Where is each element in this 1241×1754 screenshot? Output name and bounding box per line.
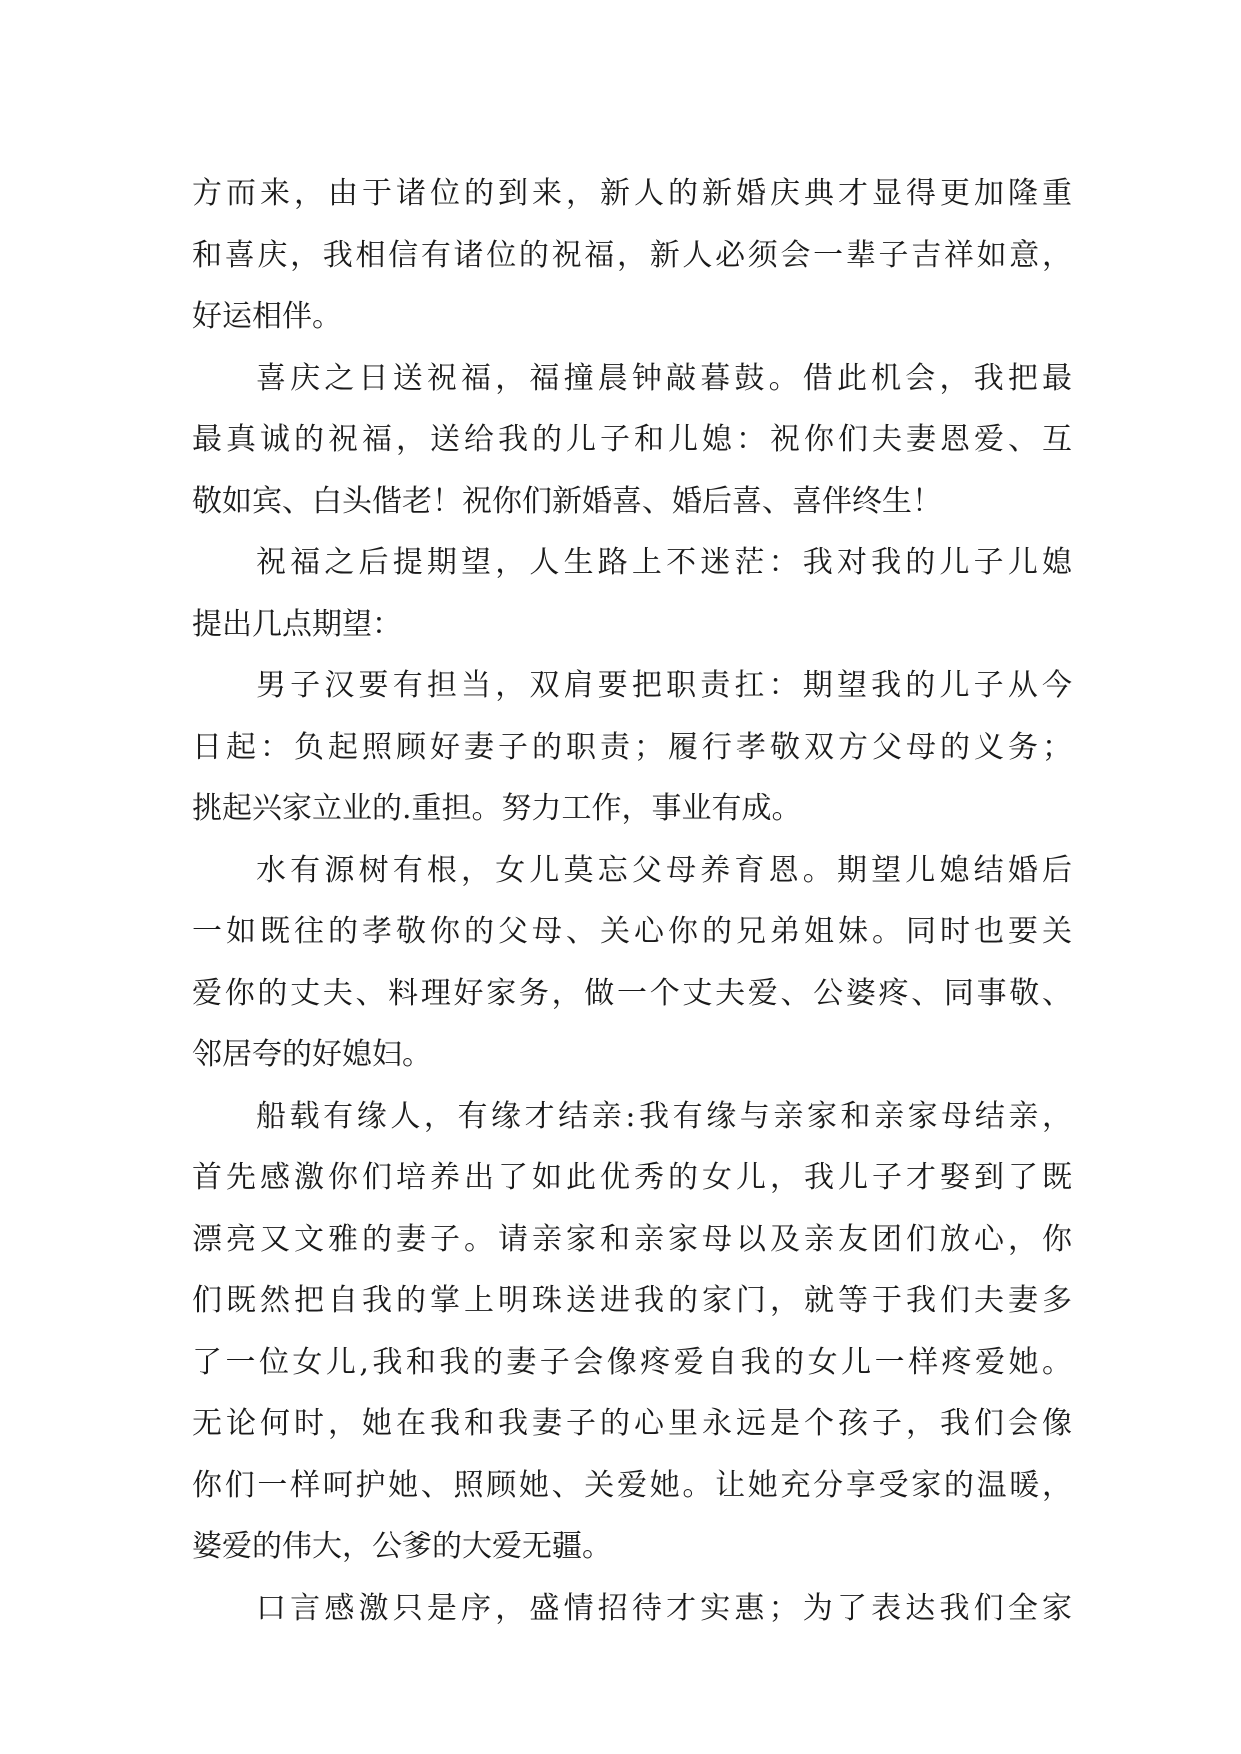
paragraph [192,348,1072,533]
paragraph-line: 一如既往的孝敬你的父母、关心你的兄弟姐妹。同时也要关 [192,914,1072,949]
paragraph [192,163,1072,348]
paragraph-line: 漂亮又文雅的妻子。请亲家和亲家母以及亲友团们放心，你 [192,1221,1072,1257]
paragraph-line: 日起：负起照顾好妻子的职责；履行孝敬双方父母的义务； [192,729,1072,765]
paragraph-line: 最真诚的祝福，送给我的儿子和儿媳：祝你们夫妻恩爱、互 [192,422,1072,457]
paragraph-line: 祝福之后提期望，人生路上不迷茫：我对我的儿子儿媳 [256,545,1072,580]
paragraph [192,1086,1072,1578]
paragraph-line: 无论何时，她在我和我妻子的心里永远是个孩子，我们会像 [192,1406,1072,1441]
document-body [192,163,1072,1639]
paragraph-line: 提出几点期望： [192,606,402,642]
paragraph [192,840,1072,1086]
paragraph [192,655,1072,840]
paragraph-line: 方而来，由于诸位的到来，新人的新婚庆典才显得更加隆重 [192,176,1072,211]
paragraph-line: 们既然把自我的掌上明珠送进我的家门，就等于我们夫妻多 [192,1283,1072,1318]
paragraph [192,1578,1072,1640]
paragraph-line: 男子汉要有担当，双肩要把职责扛：期望我的儿子从今 [256,668,1072,703]
paragraph-line: 你们一样呵护她、照顾她、关爱她。让她充分享受家的温暖， [192,1467,1072,1503]
paragraph-line: 挑起兴家立业的.重担。努力工作，事业有成。 [192,791,802,826]
paragraph-line: 船载有缘人，有缘才结亲:我有缘与亲家和亲家母结亲， [256,1098,1072,1134]
paragraph-line: 口言感激只是序，盛情招待才实惠；为了表达我们全家 [256,1590,1072,1626]
paragraph-line: 邻居夸的好媳妇。 [192,1037,432,1072]
paragraph-line: 婆爱的伟大，公爹的大爱无疆。 [192,1529,612,1564]
paragraph-line: 好运相伴。 [192,299,342,334]
paragraph-line: 爱你的丈夫、料理好家务，做一个丈夫爱、公婆疼、同事敬、 [192,975,1072,1011]
paragraph-line: 了一位女儿,我和我的妻子会像疼爱自我的女儿一样疼爱她。 [192,1344,1072,1380]
paragraph [192,532,1072,655]
paragraph-line: 水有源树有根，女儿莫忘父母养育恩。期望儿媳结婚后 [256,852,1072,888]
paragraph-line: 首先感激你们培养出了如此优秀的女儿，我儿子才娶到了既 [192,1160,1072,1195]
paragraph-line: 和喜庆，我相信有诸位的祝福，新人必须会一辈子吉祥如意， [192,237,1072,273]
paragraph-line: 喜庆之日送祝福，福撞晨钟敲暮鼓。借此机会，我把最 [256,360,1072,396]
paragraph-line: 敬如宾、白头偕老！祝你们新婚喜、婚后喜、喜伴终生！ [192,483,942,519]
